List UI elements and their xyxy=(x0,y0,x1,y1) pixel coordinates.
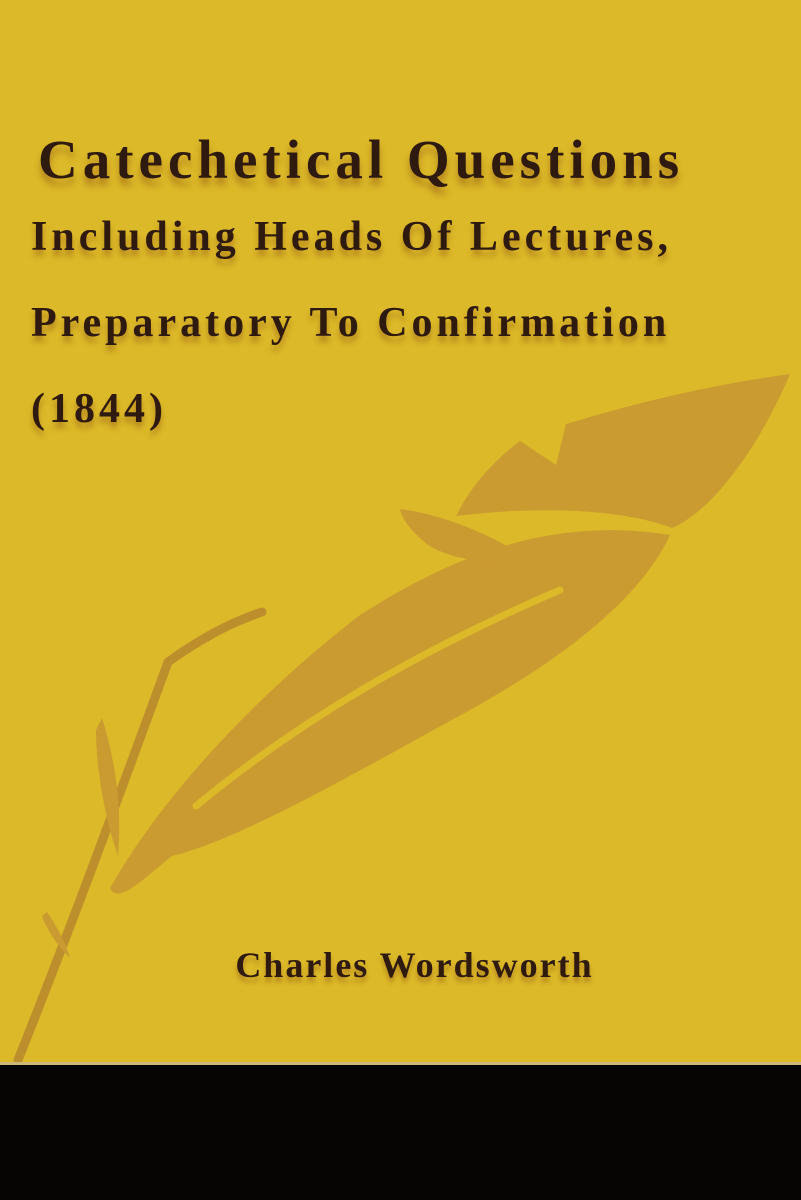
bottom-black-bar xyxy=(0,1062,801,1200)
subtitle-line-3: (1844) xyxy=(31,386,167,432)
author-name: Charles Wordsworth xyxy=(235,945,594,985)
subtitle-line-1: Including Heads Of Lectures, xyxy=(31,214,672,260)
quill-blade-lower xyxy=(110,530,670,894)
book-subtitle xyxy=(31,194,672,452)
quill-blade-sliver xyxy=(400,509,524,561)
book-title: Catechetical Questions xyxy=(38,129,685,190)
subtitle-line-2: Preparatory To Confirmation xyxy=(31,300,671,346)
